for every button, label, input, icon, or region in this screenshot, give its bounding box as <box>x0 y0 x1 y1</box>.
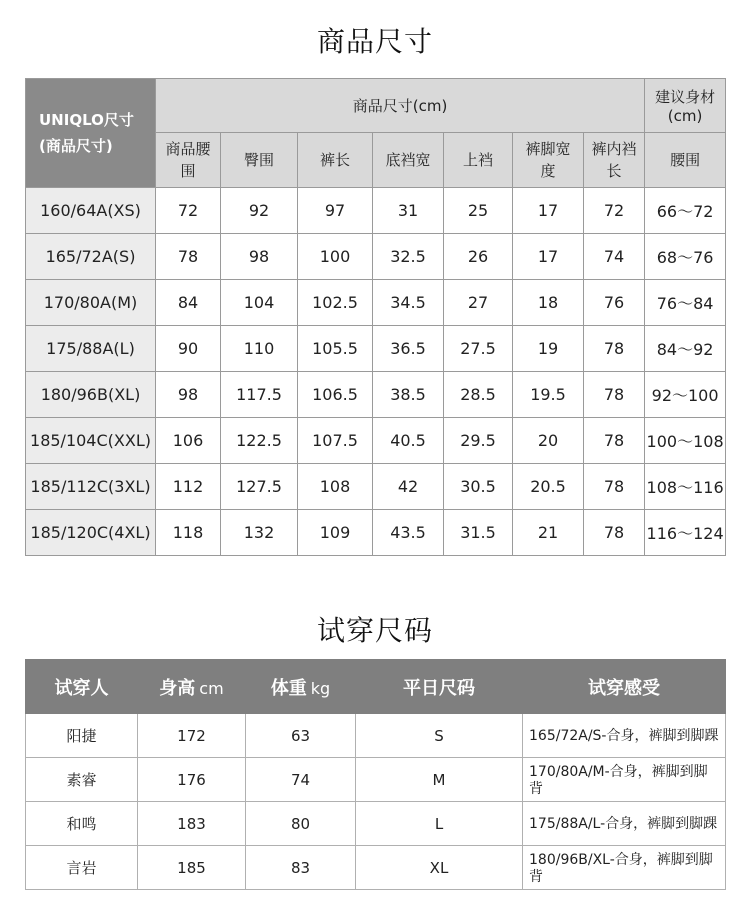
column-header-line: 臀围 <box>243 151 274 169</box>
trial-column-header <box>26 660 138 714</box>
size-section-title: 商品尺寸 <box>316 25 433 58</box>
trial-name-cell: 素睿 <box>26 758 138 802</box>
size-value-cell: 78 <box>584 372 645 418</box>
trial-column-header <box>356 660 523 714</box>
size-value-cell: 66～72 <box>645 188 726 234</box>
trial-name-cell: 阳捷 <box>26 714 138 758</box>
table-row <box>26 372 726 418</box>
size-value-cell: 26 <box>444 234 513 280</box>
table-row <box>26 802 726 846</box>
trial-section-title: 试穿尺码 <box>316 614 433 647</box>
column-header-line: 商品腰 <box>165 140 211 158</box>
table-row <box>26 714 726 758</box>
trial-height-cell: 185 <box>138 846 246 890</box>
size-value-cell: 76～84 <box>645 280 726 326</box>
size-label: 160/64A(XS) <box>26 188 156 234</box>
size-value-cell: 20.5 <box>513 464 584 510</box>
trial-table <box>25 659 726 890</box>
size-value-cell: 42 <box>373 464 444 510</box>
recommend-header-line1: 建议身材 <box>655 88 716 106</box>
column-header-line: 裤长 <box>319 151 350 169</box>
table-row <box>26 234 726 280</box>
size-value-cell: 108～116 <box>645 464 726 510</box>
size-value-cell: 34.5 <box>373 280 444 326</box>
size-label: 180/96B(XL) <box>26 372 156 418</box>
size-value-cell: 127.5 <box>221 464 298 510</box>
trial-name-cell: 和鸣 <box>26 802 138 846</box>
column-header-line: 度 <box>540 162 556 180</box>
column-header-line: 腰围 <box>670 151 701 169</box>
size-value-cell: 90 <box>156 326 221 372</box>
size-value-cell: 32.5 <box>373 234 444 280</box>
column-header <box>584 133 645 188</box>
size-value-cell: 110 <box>221 326 298 372</box>
brand-size-header-line2: (商品尺寸) <box>39 137 113 155</box>
trial-column-unit: cm <box>199 678 224 698</box>
column-header-line: 围 <box>180 162 196 180</box>
trial-feel-cell: 170/80A/M-合身，裤脚到脚背 <box>523 758 726 802</box>
trial-feel-cell: 175/88A/L-合身，裤脚到脚踝 <box>523 802 726 846</box>
table-row <box>26 758 726 802</box>
size-value-cell: 29.5 <box>444 418 513 464</box>
size-value-cell: 104 <box>221 280 298 326</box>
size-value-cell: 78 <box>584 510 645 556</box>
size-value-cell: 112 <box>156 464 221 510</box>
size-value-cell: 76 <box>584 280 645 326</box>
trial-column-header <box>523 660 726 714</box>
size-value-cell: 92～100 <box>645 372 726 418</box>
size-value-cell: 92 <box>221 188 298 234</box>
size-label: 170/80A(M) <box>26 280 156 326</box>
size-value-cell: 105.5 <box>298 326 373 372</box>
size-value-cell: 17 <box>513 234 584 280</box>
size-value-cell: 117.5 <box>221 372 298 418</box>
table-row <box>26 326 726 372</box>
size-value-cell: 78 <box>584 418 645 464</box>
size-value-cell: 27.5 <box>444 326 513 372</box>
trial-column-label: 试穿感受 <box>588 677 660 699</box>
table-row <box>26 188 726 234</box>
trial-usual-cell: S <box>356 714 523 758</box>
size-value-cell: 78 <box>584 326 645 372</box>
size-value-cell: 40.5 <box>373 418 444 464</box>
size-value-cell: 30.5 <box>444 464 513 510</box>
column-header <box>156 133 221 188</box>
size-value-cell: 31.5 <box>444 510 513 556</box>
size-value-cell: 84 <box>156 280 221 326</box>
table-row <box>26 846 726 890</box>
size-value-cell: 17 <box>513 188 584 234</box>
trial-height-cell: 176 <box>138 758 246 802</box>
size-value-cell: 72 <box>584 188 645 234</box>
trial-weight-cell: 80 <box>246 802 356 846</box>
size-value-cell: 78 <box>584 464 645 510</box>
column-header-line: 底裆宽 <box>385 151 431 169</box>
trial-usual-cell: XL <box>356 846 523 890</box>
size-value-cell: 21 <box>513 510 584 556</box>
size-value-cell: 97 <box>298 188 373 234</box>
size-value-cell: 43.5 <box>373 510 444 556</box>
table-row <box>26 464 726 510</box>
size-value-cell: 84～92 <box>645 326 726 372</box>
trial-feel-cell: 165/72A/S-合身，裤脚到脚踝 <box>523 714 726 758</box>
trial-column-header <box>138 660 246 714</box>
product-size-group-header: 商品尺寸(cm) <box>156 79 645 133</box>
brand-size-header-line1: UNIQLO尺寸 <box>39 111 134 129</box>
size-value-cell: 19.5 <box>513 372 584 418</box>
column-header <box>373 133 444 188</box>
size-value-cell: 107.5 <box>298 418 373 464</box>
size-value-cell: 98 <box>156 372 221 418</box>
trial-column-header <box>246 660 356 714</box>
size-value-cell: 106 <box>156 418 221 464</box>
size-table <box>25 78 726 556</box>
table-row <box>26 418 726 464</box>
trial-height-cell: 172 <box>138 714 246 758</box>
size-value-cell: 100～108 <box>645 418 726 464</box>
size-value-cell: 122.5 <box>221 418 298 464</box>
trial-name-cell: 言岩 <box>26 846 138 890</box>
size-value-cell: 36.5 <box>373 326 444 372</box>
recommend-header-line2: (cm) <box>667 107 703 125</box>
size-value-cell: 74 <box>584 234 645 280</box>
size-value-cell: 102.5 <box>298 280 373 326</box>
recommend-header <box>645 79 726 133</box>
trial-usual-cell: L <box>356 802 523 846</box>
size-value-cell: 19 <box>513 326 584 372</box>
column-header <box>444 133 513 188</box>
column-header <box>298 133 373 188</box>
trial-column-label: 体重 <box>270 677 307 699</box>
table-row <box>26 280 726 326</box>
column-header-line: 上裆 <box>462 151 493 169</box>
trial-column-unit: kg <box>310 678 331 698</box>
trial-height-cell: 183 <box>138 802 246 846</box>
size-value-cell: 132 <box>221 510 298 556</box>
size-value-cell: 116～124 <box>645 510 726 556</box>
size-value-cell: 31 <box>373 188 444 234</box>
size-value-cell: 98 <box>221 234 298 280</box>
size-label: 185/120C(4XL) <box>26 510 156 556</box>
trial-feel-cell: 180/96B/XL-合身，裤脚到脚背 <box>523 846 726 890</box>
trial-column-label: 平日尺码 <box>403 677 475 699</box>
size-value-cell: 68～76 <box>645 234 726 280</box>
size-value-cell: 28.5 <box>444 372 513 418</box>
size-value-cell: 20 <box>513 418 584 464</box>
size-value-cell: 72 <box>156 188 221 234</box>
table-row <box>26 510 726 556</box>
size-label: 175/88A(L) <box>26 326 156 372</box>
trial-weight-cell: 83 <box>246 846 356 890</box>
column-header <box>513 133 584 188</box>
column-header <box>645 133 726 188</box>
size-label: 185/112C(3XL) <box>26 464 156 510</box>
size-label: 185/104C(XXL) <box>26 418 156 464</box>
size-value-cell: 106.5 <box>298 372 373 418</box>
size-value-cell: 109 <box>298 510 373 556</box>
size-value-cell: 38.5 <box>373 372 444 418</box>
column-header <box>221 133 298 188</box>
size-label: 165/72A(S) <box>26 234 156 280</box>
column-header-line: 长 <box>606 162 622 180</box>
column-header-line: 裤内裆 <box>591 140 637 158</box>
size-value-cell: 108 <box>298 464 373 510</box>
trial-column-label: 试穿人 <box>54 677 109 699</box>
trial-column-label: 身高 <box>159 677 196 699</box>
size-value-cell: 27 <box>444 280 513 326</box>
size-value-cell: 18 <box>513 280 584 326</box>
trial-usual-cell: M <box>356 758 523 802</box>
column-header-line: 裤脚宽 <box>525 140 571 158</box>
trial-weight-cell: 63 <box>246 714 356 758</box>
size-value-cell: 100 <box>298 234 373 280</box>
brand-size-header <box>26 79 156 188</box>
size-value-cell: 118 <box>156 510 221 556</box>
trial-weight-cell: 74 <box>246 758 356 802</box>
size-value-cell: 78 <box>156 234 221 280</box>
size-value-cell: 25 <box>444 188 513 234</box>
